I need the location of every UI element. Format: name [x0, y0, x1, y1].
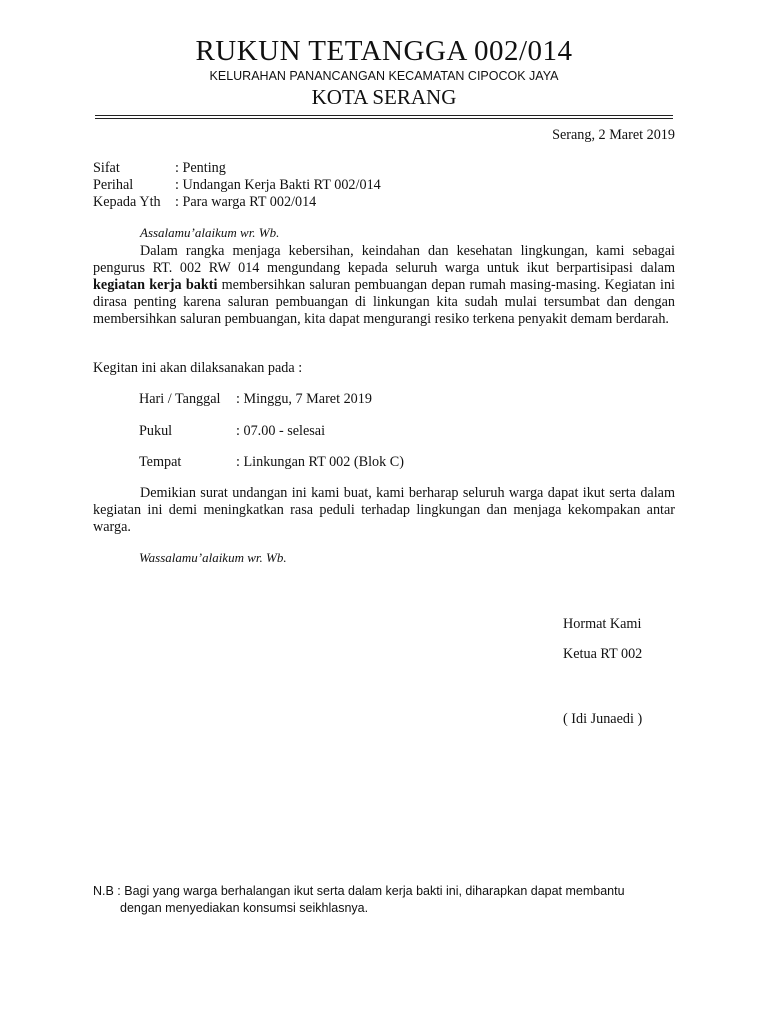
note-line-1: N.B : Bagi yang warga berhalangan ikut serta dalam kerja bakti ini, diharapkan dapat membantu	[93, 884, 625, 898]
greeting: Assalamu’alaikum wr. Wb.	[140, 225, 280, 240]
closing-greeting: Wassalamu’alaikum wr. Wb.	[139, 550, 287, 565]
meta-value: : Undangan Kerja Bakti RT 002/014	[175, 177, 381, 193]
body-paragraph-1	[93, 243, 675, 328]
meta-label: Kepada Yth	[93, 194, 161, 210]
signature-name: ( Idi Junaedi )	[563, 711, 643, 727]
meta-row-sifat	[93, 160, 226, 177]
meta-label: Sifat	[93, 160, 120, 176]
detail-value: : 07.00 - selesai	[236, 423, 326, 439]
meta-value: : Penting	[175, 160, 226, 176]
detail-label: Hari / Tanggal	[139, 391, 221, 407]
detail-value: : Minggu, 7 Maret 2019	[236, 391, 372, 407]
signature-role: Ketua RT 002	[563, 646, 643, 662]
detail-label: Tempat	[139, 454, 182, 470]
meta-label: Perihal	[93, 177, 134, 193]
detail-value: : Linkungan RT 002 (Blok C)	[236, 454, 404, 470]
body-paragraph-2: Demikian surat undangan ini kami buat, kami berharap seluruh warga dapat ikut serta dalam kegiatan ini demi meningkatkan rasa peduli terhadap lingkungan dan menjaga kekompakan antar warga.	[93, 485, 675, 535]
letter-city: KOTA SERANG	[311, 85, 457, 109]
meta-value: : Para warga RT 002/014	[175, 194, 317, 210]
meta-row-perihal	[93, 177, 381, 194]
schedule-intro: Kegitan ini akan dilaksanakan pada :	[93, 360, 303, 376]
letter-date: Serang, 2 Maret 2019	[552, 127, 675, 143]
detail-label: Pukul	[139, 423, 173, 439]
letter-subtitle: KELURAHAN PANANCANGAN KECAMATAN CIPOCOK JAYA	[209, 69, 559, 83]
detail-row-time	[139, 422, 325, 440]
signature-salutation: Hormat Kami	[563, 616, 642, 632]
header-divider	[95, 115, 673, 119]
meta-row-kepada	[93, 194, 316, 211]
detail-row-date	[139, 390, 372, 408]
paragraph-text: Dalam rangka menjaga kebersihan, keindahan dan kesehatan lingkungan, kami sebagai pengurus RT. 002 RW 014 mengundang kepada seluruh warga untuk ikut berpartisipasi dalam	[93, 243, 675, 276]
paragraph-bold-text: kegiatan kerja bakti	[93, 277, 218, 293]
detail-row-place	[139, 453, 404, 471]
note-line-2: dengan menyediakan konsumsi seikhlasnya.	[120, 901, 369, 915]
letter-title: RUKUN TETANGGA 002/014	[195, 35, 573, 67]
paragraph-text: membersihkan saluran pembuangan depan rumah masing-masing. Kegiatan ini dirasa penting karena saluran pembuangan di linkungan kita sudah mulai tersumbat dan dengan membersihkan saluran pembuangan, kita dapat mengurangi resiko terkena penyakit demam berdarah.	[93, 277, 675, 327]
